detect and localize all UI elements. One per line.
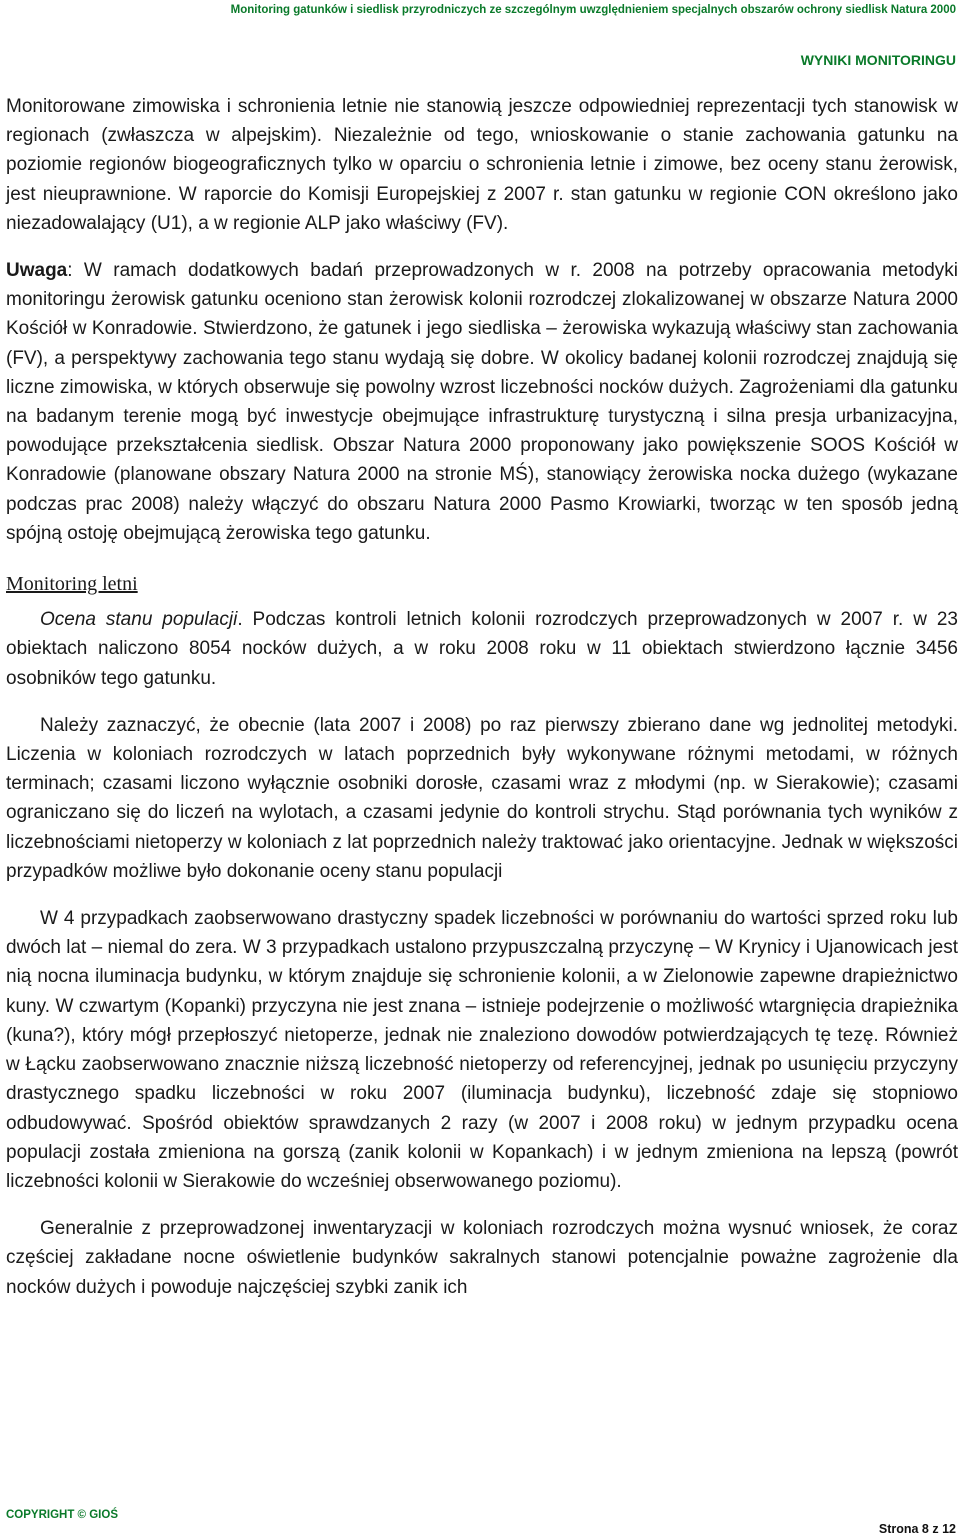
paragraph-decline: W 4 przypadkach zaobserwowano drastyczny spadek liczebności w porównaniu do wartości sprzed roku lub dwóch lat – niemal do zera. W 3 przypadkach ustalono przypuszczalną przyczynę – W Krynicy i Ujanowicach jest nią nocna iluminacja budynku, w którym znajduje się schronienie kolonii, a w Zielonowie zapewne drapieżnictwo kuny. W czwartym (Kopanki) przyczyna nie jest znana – istnieje podejrzenie o możliwość wtargnięcia drapieżnika (kuna?), który mógł przepłoszyć nietoperze, jednak nie znaleziono dowodów potwierdzających tę tezę. Również w Łącku zaobserwowano znacznie niższą liczebność nietoperzy od referencyjnej, jednak po usunięciu przyczyny drastycznego spadku liczebności w roku 2007 (iluminacja budynku), liczebność zdaje się stopniowo odbudowywać. Spośród obiektów sprawdzanych 2 razy (w 2007 i 2008 roku) w jednym przypadku ocena populacji została zmieniona na gorszą (zanik kolonii w Kopankach) i w jednym zmieniona na lepszą (powrót liczebności kolonii w Sierakowie do wcześniej obserwowanego poziomu). xyxy=(6,908,958,1192)
paragraph-note xyxy=(6,256,958,548)
paragraph-population xyxy=(6,605,958,693)
note-label: Uwaga xyxy=(6,260,68,282)
copyright-notice: COPYRIGHT © GIOŚ xyxy=(6,1509,118,1521)
document-body xyxy=(6,92,958,1302)
page-number: Strona 8 z 12 xyxy=(878,1522,956,1536)
running-header: Monitoring gatunków i siedlisk przyrodniczych ze szczególnym uwzględnieniem specjalnych obszarów ochrony siedlisk Natura 2000 xyxy=(230,4,956,16)
population-label: Ocena stanu populacji xyxy=(40,609,238,631)
section-heading: Monitoring letni xyxy=(6,573,138,596)
note-text: : W ramach dodatkowych badań przeprowadzonych w r. 2008 na potrzeby opracowania metodyki monitoringu żerowisk gatunku oceniono stan żerowisk kolonii rozrodczej zlokalizowanej w obszarze Natura 2000 Kościół w Konradowie. Stwierdzono, że gatunek i jego siedliska – żerowiska wykazują właściwy stan zachowania (FV), a perspektywy zachowania tego stanu wydają się dobre. W okolicy badanej kolonii rozrodczej znajdują się liczne zimowiska, w których obserwuje się powolny wzrost liczebności nocków dużych. Zagrożeniami dla gatunku na badanym terenie mogą być inwestycje obejmujące infrastrukturę turystyczną i silna presja urbanizacyjna, powodujące przekształcenia siedlisk. Obszar Natura 2000 proponowany jako powiększenie SOOS Kościół w Konradowie (planowane obszary Natura 2000 na stronie MŚ), stanowiący żerowiska nocka dużego (wykazane podczas prac 2008) należy włączyć do obszaru Natura 2000 Pasmo Krowiarki, tworząc w ten sposób jedną spójną ostoję obejmującą żerowiska tego gatunku. xyxy=(6,260,958,544)
population-text: . Podczas kontroli letnich kolonii rozrodczych przeprowadzonych w 2007 r. w 23 obiektach naliczono 8054 nocków dużych, a w roku 2008 roku w 11 obiektach stwierdzono łącznie 3456 osobników tego gatunku. xyxy=(6,609,958,689)
paragraph-methodology: Należy zaznaczyć, że obecnie (lata 2007 i 2008) po raz pierwszy zbierano dane wg jednolitej metodyki. Liczenia w koloniach rozrodczych w latach poprzednich były wykonywane różnymi metodami, w różnych terminach; czasami liczono wyłącznie osobniki dorosłe, czasami wraz z młodymi (np. w Sierakowie); czasami ograniczano się do liczeń na wylotach, a czasami jedynie do kontroli strychu. Stąd porównania tych wyników z liczebnościami nietoperzy w koloniach z lat poprzednich należy traktować jako orientacyjne. Jednak w większości przypadków możliwe było dokonanie oceny stanu populacji xyxy=(6,714,958,882)
section-label: WYNIKI MONITORINGU xyxy=(800,52,956,68)
paragraph-intro: Monitorowane zimowiska i schronienia letnie nie stanowią jeszcze odpowiedniej reprezentacji tych stanowisk w regionach (zwłaszcza w alpejskim). Niezależnie od tego, wnioskowanie o stanie zachowania gatunku na poziomie regionów biogeograficznych tylko w oparciu o schronienia letnie i zimowe, bez oceny stanu żerowisk, jest nieuprawnione. W raporcie do Komisji Europejskiej z 2007 r. stan gatunku w regionie CON określono jako niezadowalający (U1), a w regionie ALP jako właściwy (FV). xyxy=(6,96,958,234)
paragraph-conclusion: Generalnie z przeprowadzonej inwentaryzacji w koloniach rozrodczych można wysnuć wniosek, że coraz częściej zakładane nocne oświetlenie budynków sakralnych stanowi potencjalnie poważne zagrożenie dla nocków dużych i powoduje najczęściej szybki zanik ich xyxy=(6,1218,958,1298)
